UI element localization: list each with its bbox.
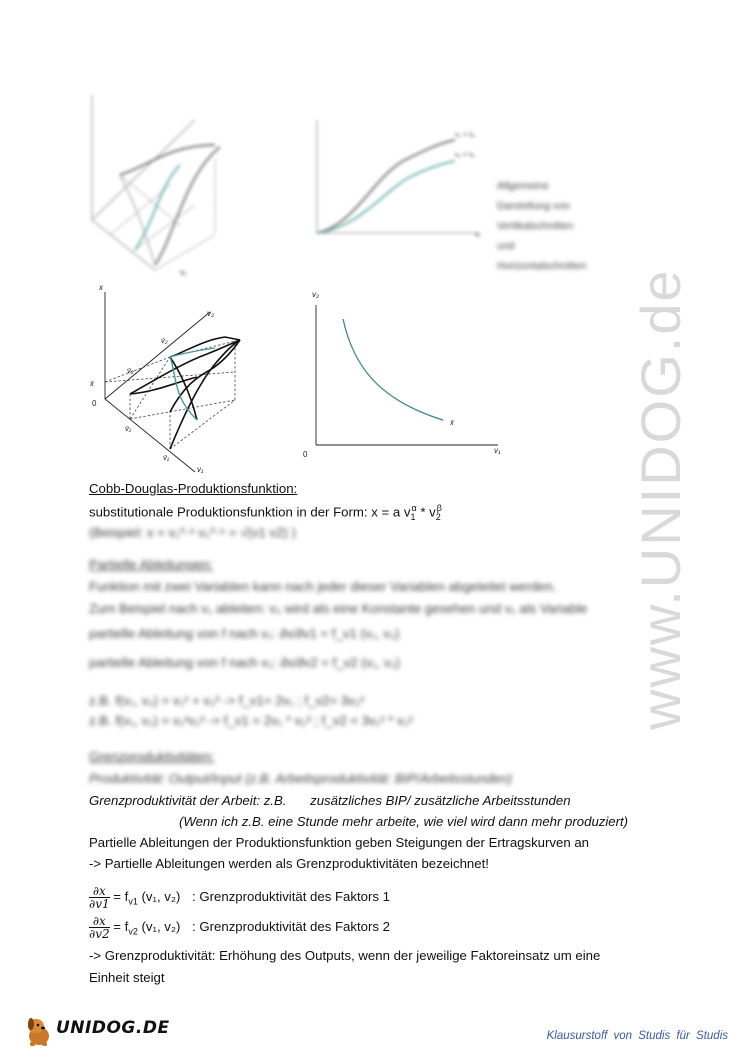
blurred-partial-line: Funktion mit zwei Variablen kann nach jeder dieser Variablen abgeleitet werden. [89, 579, 557, 594]
blurred-partial-heading: Partielle Ableitungen: [89, 557, 213, 572]
svg-text:v₂ = v̄₂: v₂ = v̄₂ [455, 152, 476, 159]
blurred-example-line: z.B. f(v₁, v₂) = v₁² + v₂³ -> f_v1= 2v₁ ; f_v2= 3v₂² [89, 693, 365, 708]
footer-tagline: Klausurstoff von Studis für Studis [546, 1030, 728, 1042]
fig3-label-zero: 0 [303, 450, 308, 459]
gp-arbeit-line [89, 793, 571, 809]
equation-desc: : Grenzproduktivität des Faktors 2 [192, 918, 390, 934]
blurred-partial-line: partielle Ableitung von f nach v₁: ∂x/∂v1 = f_v1 (v₁, v₂) [89, 626, 400, 641]
fig2-label-v1bar2: v̄₁ [163, 453, 170, 462]
fig3-label-xbar: x̄ [450, 418, 454, 427]
fig2-label-v1bar: v̄₁ [125, 424, 132, 433]
equation-args: (v₁, v₂) [137, 918, 181, 934]
cobb-douglas-formula-line [89, 500, 442, 525]
blurred-example: (Beispiel: x = v₁⁰·⁵ v₂⁰·⁵ = √(v1 v2) ) [89, 525, 296, 540]
formula-sub: 2 [435, 512, 441, 523]
equation-factor-1 [89, 885, 390, 910]
gp-arbeit-label: Grenzproduktivität der Arbeit: z.B. [89, 793, 287, 808]
fig1-caption-line: Darstellung von [497, 200, 570, 212]
formula-sup: α [411, 503, 417, 513]
equation-desc: : Grenzproduktivität des Faktors 1 [192, 888, 390, 904]
dog-icon [22, 1014, 56, 1048]
blurred-example-line: z.B. f(v₁, v₂) = v₁²v₂³ -> f_v1 = 2v₁ * v₂³ ; f_v2 = 3v₁² * v₂² [89, 713, 414, 728]
equation-args: (v₁, v₂) [137, 888, 181, 904]
blurred-partial-line: partielle Ableitung von f nach v₂: ∂x/∂v2 = f_v2 (v₁, v₂) [89, 655, 401, 670]
figure-3d-production-surface [85, 282, 260, 477]
equation-rhs: = f [113, 888, 129, 904]
fraction-denominator: ∂v2 [89, 927, 110, 941]
fig1-axis-v1: v₁ [180, 268, 187, 277]
fig2-label-v2bar: v̄₂ [161, 336, 168, 345]
fraction-numerator: ∂x [89, 915, 110, 928]
equation-sub: v2 [128, 926, 138, 937]
svg-text:v₂ = v̄₂: v₂ = v̄₂ [455, 132, 476, 139]
partial-derivative-line: -> Partielle Ableitungen werden als Grenzproduktivitäten bezeichnet! [89, 856, 489, 871]
fig2-label-zero: 0 [92, 399, 97, 408]
fig1-caption-line: Vertikalschnitten [497, 220, 574, 232]
partial-derivative-line: Partielle Ableitungen der Produktionsfunktion geben Steigungen der Ertragskurven an [89, 835, 589, 850]
equation-factor-2 [89, 915, 390, 940]
fraction [89, 885, 110, 910]
fig1-caption-line: und [497, 240, 515, 252]
unidog-logo [22, 1014, 170, 1048]
fig3-label-v2: v₂ [312, 290, 320, 299]
fig2-label-v2: v₂ [207, 309, 215, 318]
gp-arbeit-note: (Wenn ich z.B. eine Stunde mehr arbeite, wie viel wird dann mehr produziert) [179, 814, 629, 829]
fraction-numerator: ∂x [89, 885, 110, 898]
equation-sub: v1 [128, 896, 138, 907]
conclusion-line: -> Grenzproduktivität: Erhöhung des Outputs, wenn der jeweilige Faktoreinsatz um eine [89, 948, 601, 963]
blurred-gp-heading: Grenzproduktivitäten: [89, 749, 215, 764]
fig1-caption-line: Horizontalschnitten [497, 260, 587, 272]
fraction [89, 915, 110, 940]
svg-text:v₁: v₁ [475, 232, 481, 239]
watermark: www.UNIDOG.de [629, 268, 692, 730]
formula-text: substitutionale Produktionsfunktion in der Form: x = a v [89, 504, 411, 520]
blurred-partial-line: Zum Beispiel nach v₁ ableiten: v₂ wird als eine Konstante gesehen und v₁ als Variable [89, 601, 588, 616]
figure-isoquant [298, 285, 513, 460]
formula-sup: β [436, 503, 442, 513]
figure-curves-blurred [305, 115, 495, 245]
equation-rhs: = f [113, 918, 129, 934]
fig3-label-v1: v₁ [494, 446, 501, 455]
fig2-label-x: x [99, 283, 103, 292]
formula-sub: 1 [410, 512, 416, 523]
fig1-caption-line: Allgemeine [497, 180, 549, 192]
formula-text: * v [416, 504, 436, 520]
fig2-label-v2bar2: v̄₂ [127, 366, 134, 375]
fig2-label-v1: v₁ [197, 465, 204, 474]
conclusion-line: Einheit steigt [89, 970, 165, 985]
figure-3d-surface-blurred [80, 85, 250, 280]
fig2-label-xbar: x̄ [90, 379, 94, 388]
fig1-caption [497, 176, 586, 276]
fraction-denominator: ∂v1 [89, 897, 110, 911]
heading-cobb-douglas: Cobb-Douglas-Produktionsfunktion: [89, 481, 298, 496]
blurred-gp-line: Produktivität: Output/Input (z.B. Arbeitsproduktivität: BIP/Arbeitsstunden) [89, 771, 513, 786]
gp-arbeit-example: zusätzliches BIP/ zusätzliche Arbeitsstunden [310, 793, 571, 808]
logo-text: UNIDOG.DE [56, 1018, 170, 1038]
